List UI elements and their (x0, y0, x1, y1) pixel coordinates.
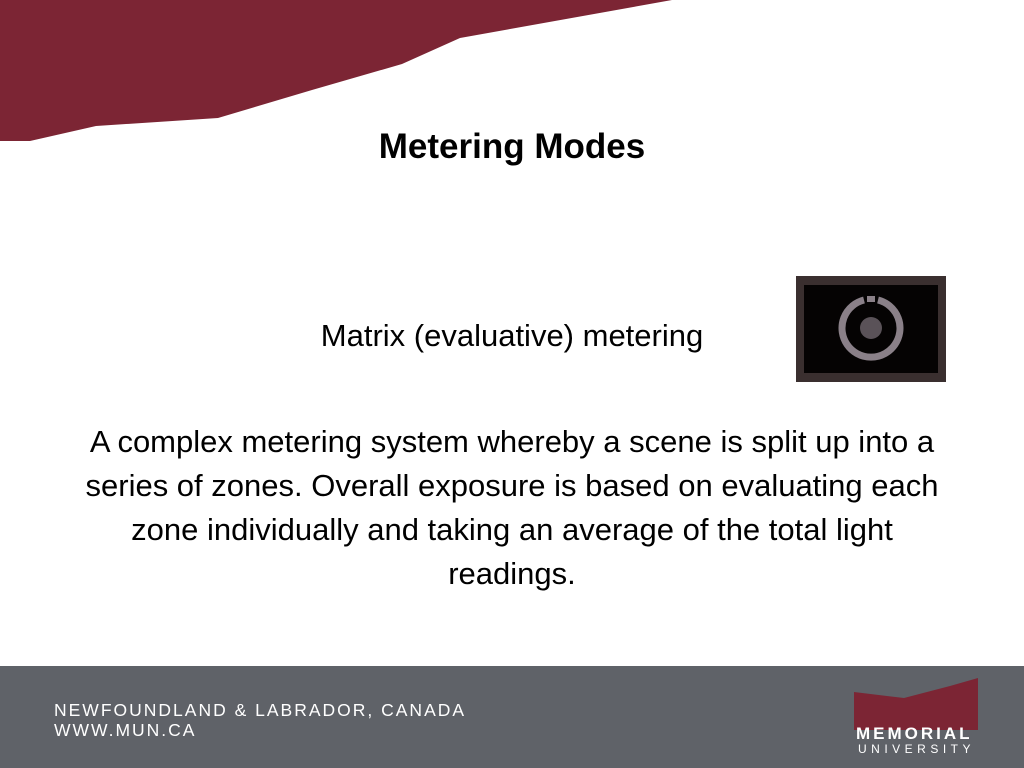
footer-location: NEWFOUNDLAND & LABRADOR, CANADA (54, 700, 467, 720)
matrix-metering-icon (796, 276, 946, 382)
logo-text-memorial: MEMORIAL (856, 724, 973, 743)
slide-title: Metering Modes (378, 127, 646, 166)
logo-text-university: UNIVERSITY (858, 742, 976, 756)
top-banner-shape (0, 0, 1024, 145)
footer (0, 666, 1024, 768)
slide-subtitle: Matrix (evaluative) metering (320, 318, 704, 353)
footer-url: WWW.MUN.CA (54, 720, 197, 740)
slide-body-text: A complex metering system whereby a scene is split up into a series of zones. Overall exposure is based on evaluating each zone individually and taking an average of the total light readings. (85, 424, 939, 591)
university-logo-graphic (854, 678, 980, 730)
